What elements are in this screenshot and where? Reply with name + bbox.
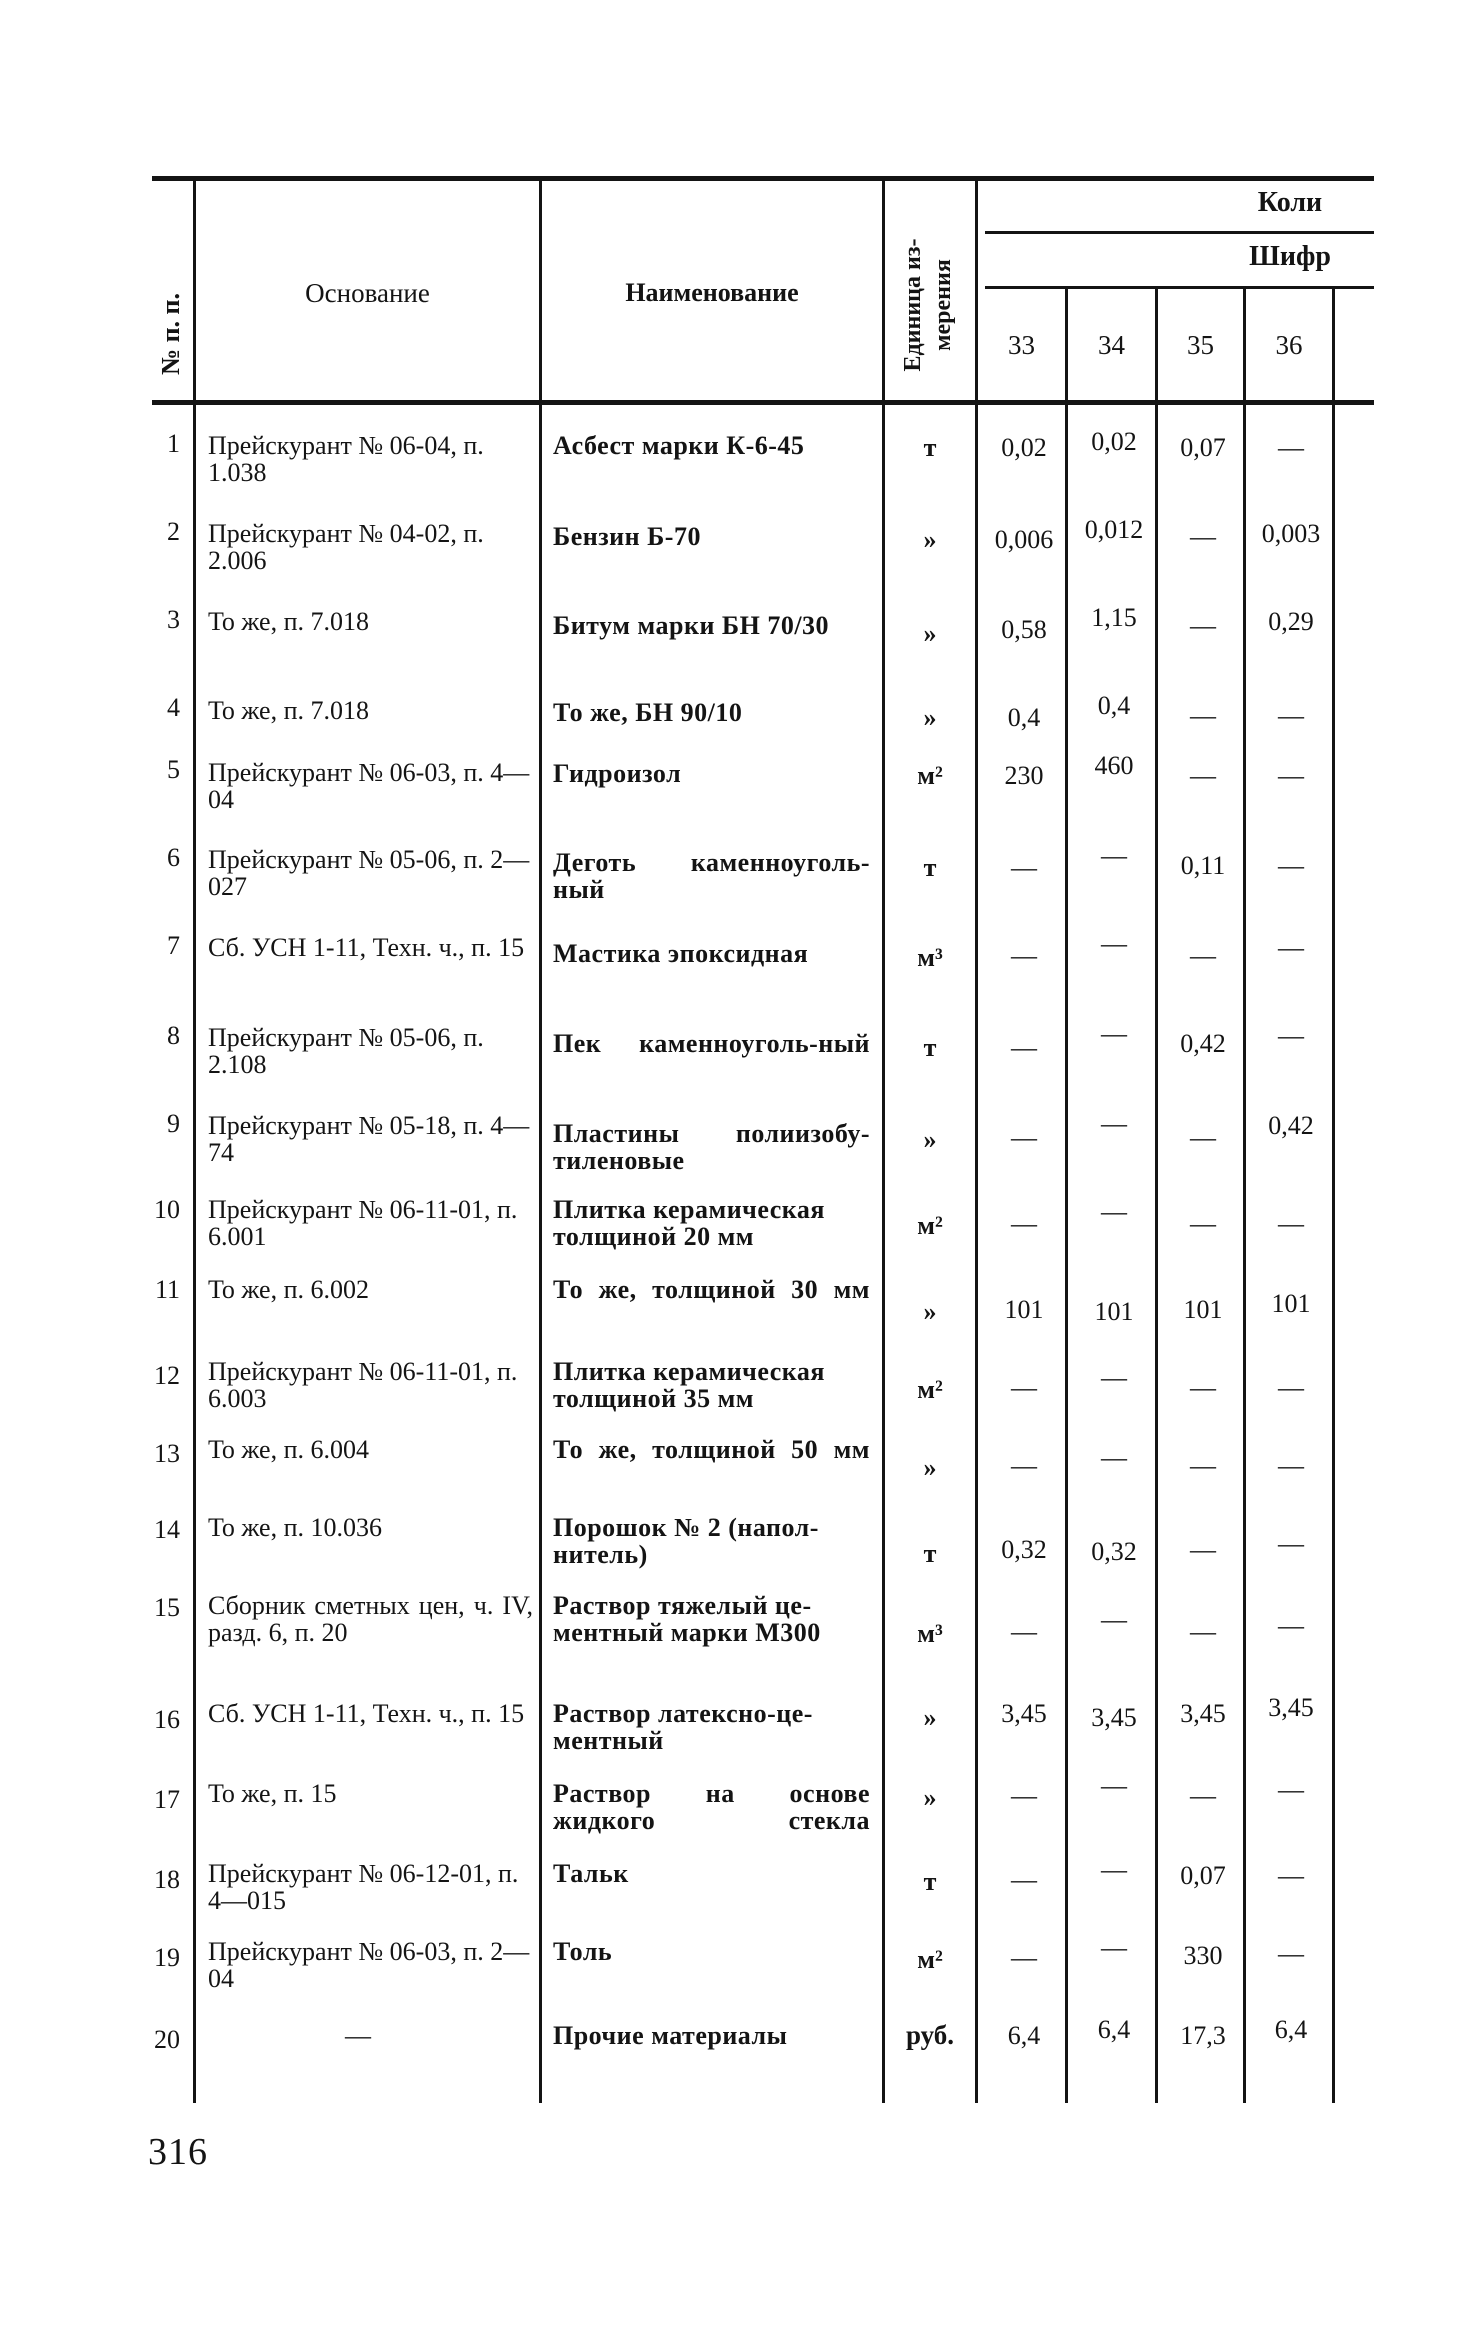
row-value-35: — <box>1190 701 1216 730</box>
row-value-33: — <box>1011 1209 1037 1238</box>
page-number: 316 <box>148 2131 208 2173</box>
row-number: 5 <box>167 755 180 784</box>
header-unit: Единица из-мерения <box>900 238 956 372</box>
row-number: 20 <box>154 2025 180 2054</box>
row-value-34: — <box>1101 929 1127 958</box>
header-code-34: 34 <box>1098 330 1125 360</box>
row-number: 16 <box>154 1705 180 1734</box>
row-basis: Прейскурант № 05-06, п. 2.108 <box>208 1023 484 1079</box>
row-basis: То же, п. 6.002 <box>208 1275 370 1304</box>
header-code-33: 33 <box>1008 330 1035 360</box>
row-value-33: 101 <box>1004 1295 1044 1324</box>
row-value-34: — <box>1101 1363 1127 1392</box>
row-unit: т <box>923 853 937 882</box>
row-value-33: 0,32 <box>1001 1535 1047 1564</box>
row-value-34: — <box>1101 1443 1127 1472</box>
row-unit: » <box>923 619 937 648</box>
row-basis: То же, п. 6.004 <box>208 1435 370 1464</box>
row-value-35: — <box>1190 941 1216 970</box>
row-value-36: — <box>1278 1021 1304 1050</box>
row-name: Пластины полиизобу-тиленовые <box>553 1119 870 1175</box>
row-unit: т <box>923 1867 937 1896</box>
row-basis: Прейскурант № 05-18, п. 4—74 <box>208 1111 530 1167</box>
row-name: Гидроизол <box>553 759 682 788</box>
row-value-35: 0,07 <box>1180 1861 1226 1890</box>
col-divider-34 <box>1155 289 1158 2103</box>
row-unit: м² <box>917 1945 943 1974</box>
row-basis: Прейскурант № 05-06, п. 2—027 <box>208 845 530 901</box>
row-name: То же, толщиной 50 мм <box>553 1435 870 1464</box>
row-name: Деготь каменноуголь-ный <box>553 848 870 904</box>
row-value-34: 0,32 <box>1091 1537 1137 1566</box>
code-group-rule <box>985 286 1374 289</box>
row-value-36: — <box>1278 761 1304 790</box>
row-name: Мастика эпоксидная <box>553 939 809 968</box>
row-name: Раствор на основе жидкого стекла <box>553 1779 870 1835</box>
row-value-35: 330 <box>1183 1941 1223 1970</box>
row-value-35: — <box>1190 1209 1216 1238</box>
row-value-34: 0,012 <box>1084 515 1144 544</box>
row-basis: Сборник сметных цен, ч. IV, разд. 6, п. 20 <box>208 1591 533 1647</box>
row-unit: » <box>923 1783 937 1812</box>
row-value-34: — <box>1101 1109 1127 1138</box>
row-value-36: — <box>1278 1611 1304 1640</box>
row-value-35: — <box>1190 1373 1216 1402</box>
row-number: 19 <box>154 1943 180 1972</box>
row-value-33: 0,58 <box>1001 615 1047 644</box>
row-value-33: — <box>1011 1943 1037 1972</box>
header-number: № п. п. <box>156 292 185 376</box>
row-value-34: — <box>1101 1933 1127 1962</box>
row-value-36: — <box>1278 701 1304 730</box>
row-value-36: — <box>1278 1209 1304 1238</box>
col-divider-basis <box>539 181 542 2103</box>
col-divider-33 <box>1065 289 1068 2103</box>
row-unit: т <box>923 1539 937 1568</box>
row-number: 7 <box>167 931 180 960</box>
row-value-35: 0,07 <box>1180 433 1226 462</box>
row-number: 18 <box>154 1865 180 1894</box>
row-value-35: 0,11 <box>1180 851 1226 880</box>
row-basis: Прейскурант № 06-03, п. 2—04 <box>208 1937 530 1993</box>
row-value-36: 6,4 <box>1274 2015 1308 2044</box>
row-value-36: — <box>1278 1939 1304 1968</box>
row-value-33: 6,4 <box>1007 2021 1041 2050</box>
row-number: 4 <box>167 693 180 722</box>
row-name: Прочие материалы <box>553 2021 788 2050</box>
row-value-33: — <box>1011 1451 1037 1480</box>
row-value-33: — <box>1011 1865 1037 1894</box>
row-basis: Прейскурант № 06-03, п. 4—04 <box>208 758 530 814</box>
row-value-35: 101 <box>1183 1295 1223 1324</box>
row-number: 8 <box>167 1021 180 1050</box>
row-value-36: 101 <box>1271 1289 1311 1318</box>
row-value-36: 0,42 <box>1268 1111 1314 1140</box>
row-basis: То же, п. 15 <box>208 1779 337 1808</box>
row-value-34: — <box>1101 1197 1127 1226</box>
row-value-34: — <box>1101 1605 1127 1634</box>
row-basis: Прейскурант № 06-11-01, п. 6.001 <box>208 1195 518 1251</box>
row-value-35: — <box>1190 1451 1216 1480</box>
row-number: 15 <box>154 1593 180 1622</box>
header-basis: Основание <box>305 278 430 308</box>
row-unit: т <box>923 433 937 462</box>
row-number: 17 <box>154 1785 180 1814</box>
row-basis: Прейскурант № 06-04, п. 1.038 <box>208 431 484 487</box>
row-basis: Прейскурант № 06-11-01, п. 6.003 <box>208 1357 518 1413</box>
row-basis: Прейскурант № 04-02, п. 2.006 <box>208 519 484 575</box>
row-unit: » <box>923 1453 937 1482</box>
table-top-rule <box>152 176 1374 181</box>
row-number: 6 <box>167 843 180 872</box>
row-name: Раствор тяжелый це-ментный марки М300 <box>553 1591 821 1647</box>
row-value-36: 0,29 <box>1268 607 1314 636</box>
row-value-35: — <box>1190 1617 1216 1646</box>
header-code-36: 36 <box>1275 330 1303 360</box>
row-unit: » <box>923 1125 937 1154</box>
row-basis: Сб. УСН 1-11, Техн. ч., п. 15 <box>208 933 525 962</box>
row-value-36: 0,003 <box>1261 519 1321 548</box>
row-number: 13 <box>154 1439 180 1468</box>
row-value-33: — <box>1011 1033 1037 1062</box>
row-name: То же, толщиной 30 мм <box>553 1275 870 1304</box>
row-unit: м³ <box>917 943 943 972</box>
row-name: Раствор латексно-це-ментный <box>553 1699 813 1755</box>
header-bottom-rule <box>152 400 1374 405</box>
row-value-33: 0,4 <box>1007 703 1041 732</box>
row-number: 3 <box>167 605 180 634</box>
row-unit: » <box>923 1703 937 1732</box>
row-value-34: 460 <box>1094 751 1134 780</box>
row-number: 2 <box>167 517 180 546</box>
row-number: 14 <box>154 1515 180 1544</box>
header-name: Наименование <box>625 278 799 307</box>
row-value-34: 0,02 <box>1091 427 1137 456</box>
header-code: Шифр <box>1249 241 1331 272</box>
row-unit: » <box>923 525 937 554</box>
row-unit: м³ <box>917 1619 943 1648</box>
row-value-34: — <box>1101 1855 1127 1884</box>
col-divider-number <box>193 181 196 2103</box>
row-value-35: — <box>1190 611 1216 640</box>
row-value-35: 0,42 <box>1180 1029 1226 1058</box>
row-basis: То же, п. 10.036 <box>208 1513 383 1542</box>
row-name: Толь <box>553 1937 613 1966</box>
row-unit: т <box>923 1033 937 1062</box>
header-quantity: Коли <box>1257 187 1323 218</box>
row-value-36: — <box>1278 1451 1304 1480</box>
row-value-34: 1,15 <box>1091 603 1137 632</box>
row-value-34: 3,45 <box>1091 1703 1137 1732</box>
row-basis: — <box>345 2021 371 2050</box>
row-value-35: — <box>1190 1781 1216 1810</box>
row-unit: руб. <box>905 2020 955 2050</box>
row-number: 12 <box>154 1361 180 1390</box>
col-divider-36 <box>1332 289 1335 2103</box>
row-unit: м² <box>917 761 943 790</box>
row-basis: То же, п. 7.018 <box>208 607 370 636</box>
row-value-33: — <box>1011 1373 1037 1402</box>
row-value-33: — <box>1011 1123 1037 1152</box>
row-value-35: — <box>1190 522 1216 551</box>
row-unit: » <box>923 1297 937 1326</box>
header-code-35: 35 <box>1187 330 1214 360</box>
row-basis: То же, п. 7.018 <box>208 696 370 725</box>
row-number: 11 <box>154 1275 180 1304</box>
row-name: Пек каменноуголь-ный <box>553 1029 870 1058</box>
row-value-36: — <box>1278 1861 1304 1890</box>
row-unit: м² <box>917 1375 943 1404</box>
row-value-33: — <box>1011 1617 1037 1646</box>
row-value-36: — <box>1278 1775 1304 1804</box>
quantity-group-rule <box>985 231 1374 234</box>
row-value-34: 101 <box>1094 1297 1134 1326</box>
row-value-36: 3,45 <box>1268 1693 1314 1722</box>
row-name: Асбест марки К-6-45 <box>553 431 805 460</box>
row-number: 10 <box>154 1195 180 1224</box>
row-name: Бензин Б-70 <box>553 522 701 551</box>
row-value-33: — <box>1011 941 1037 970</box>
row-value-35: — <box>1190 761 1216 790</box>
row-value-35: 17,3 <box>1180 2021 1226 2050</box>
row-number: 9 <box>167 1109 180 1138</box>
row-value-34: 6,4 <box>1097 2015 1131 2044</box>
row-value-33: 0,02 <box>1001 433 1047 462</box>
row-unit: » <box>923 703 937 732</box>
row-value-36: — <box>1278 1373 1304 1402</box>
row-name: То же, БН 90/10 <box>553 698 743 727</box>
row-unit: м² <box>917 1211 943 1240</box>
row-name: Битум марки БН 70/30 <box>553 611 830 640</box>
row-number: 1 <box>167 429 180 458</box>
col-divider-35 <box>1243 289 1246 2103</box>
row-basis: Сб. УСН 1-11, Техн. ч., п. 15 <box>208 1699 525 1728</box>
row-value-35: — <box>1190 1123 1216 1152</box>
row-value-33: 0,006 <box>994 525 1054 554</box>
row-value-33: 3,45 <box>1001 1699 1047 1728</box>
row-value-34: 0,4 <box>1097 691 1131 720</box>
row-value-36: — <box>1278 433 1304 462</box>
row-value-36: — <box>1278 851 1304 880</box>
row-value-36: — <box>1278 1529 1304 1558</box>
row-value-34: — <box>1101 841 1127 870</box>
col-divider-unit <box>975 181 978 2103</box>
row-basis: Прейскурант № 06-12-01, п. 4—015 <box>208 1859 519 1915</box>
row-value-33: — <box>1011 1781 1037 1810</box>
row-value-34: — <box>1101 1771 1127 1800</box>
row-value-36: — <box>1278 933 1304 962</box>
row-name: Плитка керамическая толщиной 20 мм <box>553 1195 825 1251</box>
row-value-35: 3,45 <box>1180 1699 1226 1728</box>
row-value-35: — <box>1190 1535 1216 1564</box>
row-name: Порошок № 2 (напол-нитель) <box>553 1513 819 1569</box>
row-name: Плитка керамическая толщиной 35 мм <box>553 1357 825 1413</box>
row-value-33: 230 <box>1004 761 1044 790</box>
row-value-33: — <box>1011 853 1037 882</box>
row-value-34: — <box>1101 1019 1127 1048</box>
row-name: Тальк <box>553 1859 629 1888</box>
